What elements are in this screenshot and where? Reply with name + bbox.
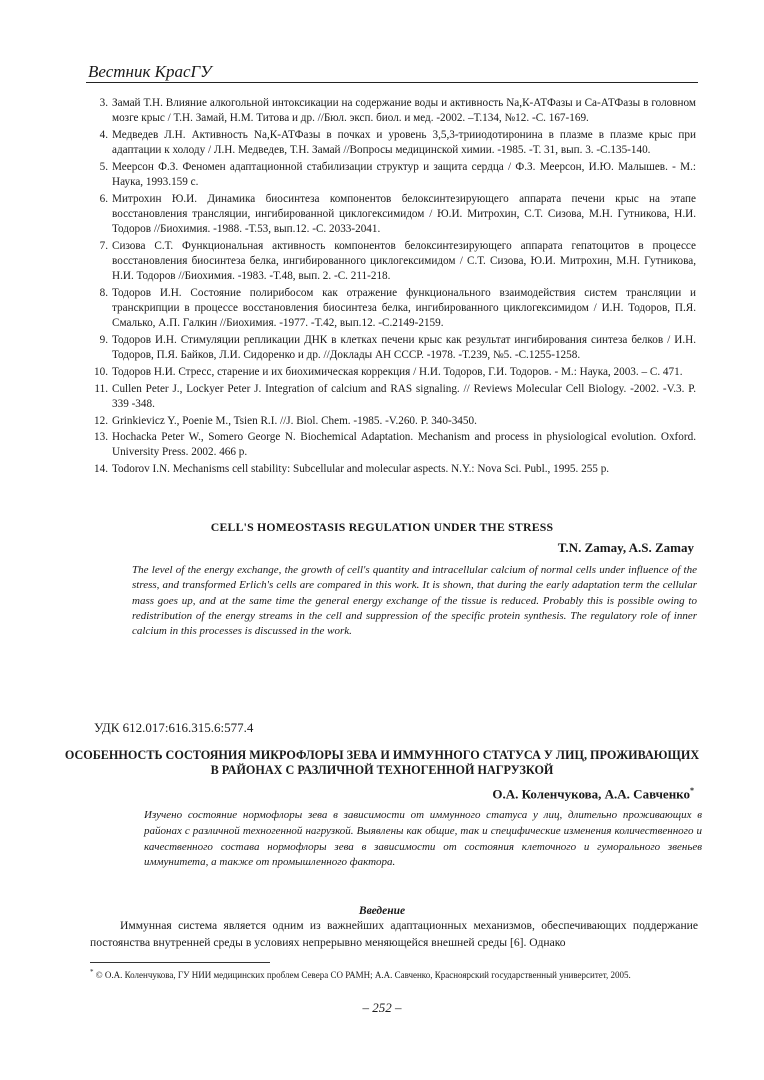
reference-text: Todorov I.N. Mechanisms cell stability: Subcellular and molecular aspects. N.Y.: Nova Sci. Publ., 1995. 255 p.	[112, 463, 610, 476]
reference-item	[80, 96, 696, 126]
reference-text: Митрохин Ю.И. Динамика биосинтеза компонентов белоксинтезирующего аппарата печени крыс на этапе восстановления трансляции, ингибированной циклогексимидом / Ю.И. Митрохин, С.Т. Сизова, М.Н. Гутникова, Н.И. Тодоров //Биохимия. -1988. -Т.53, вып.12. -С. 2033-2041.	[112, 192, 696, 236]
reference-item	[80, 414, 696, 429]
reference-number: 3.	[99, 97, 108, 109]
author-footnote-marker: *	[690, 786, 694, 795]
reference-text: Тодоров И.Н. Состояние полирибосом как отражение функционального взаимодействия систем трансляции и транскрипции в процессе восстановления биосинтеза белка, ингибированного циклогексимидом / И.Н. Тодоров, П.Я. Смалько, А.П. Галкин //Биохимия. -1977. -Т.42, вып.12. -С.2149-2159.	[112, 286, 696, 330]
reference-text: Тодоров И.Н. Стимуляции репликации ДНК в клетках печени крыс как результат ингибирования синтеза белков / И.Н. Тодоров, П.Я. Байков, Л.И. Сидоренко и др. //Доклады АН СССР. -1978. -Т.239, №5. -С.1255-1258.	[112, 334, 696, 362]
english-article-title: CELL'S HOMEOSTASIS REGULATION UNDER THE STRESS	[210, 520, 554, 534]
english-article-authors: T.N. Zamay, A.S. Zamay	[557, 540, 694, 555]
reference-text: Hochacka Peter W., Somero George N. Biochemical Adaptation. Mechanism and process in physiological evolution. Oxford. University Press. 2002. 466 p.	[112, 431, 696, 459]
reference-item	[80, 160, 696, 190]
reference-number: 14.	[94, 463, 108, 476]
reference-item	[80, 239, 696, 285]
reference-item	[80, 382, 696, 412]
reference-item	[80, 430, 696, 460]
reference-number: 5.	[99, 160, 108, 173]
english-abstract: The level of the energy exchange, the growth of cell's quantity and intracellular calcium of normal cells under influence of the stress, and transformed Erlich's cells are compared in this work. It is shown, that during the early adaptation term the cellular mass goes up, and at the same time the general energy exchange of the tissue is reduced. Probably this is possible owing to redistribution of the energy streams in the cell and suppression of the specific protein synthesis. The regulatory role of inner calcium in this processes is discussed in the work.	[132, 564, 697, 638]
udc-code: УДК 612.017:616.315.6:577.4	[94, 720, 254, 735]
reference-text: Медведев Л.Н. Активность Na,К-АТФазы в почках и уровень 3,5,3-трииодотиронина в плазме в плазме крыс при адаптации к холоду / Л.Н. Медведев, Т.Н. Замай //Вопросы медицинской химии. -1985. -Т. 31, вып. 3. -С.135-140.	[112, 128, 696, 157]
russian-authors-text: О.А. Коленчукова, А.А. Савченко	[492, 786, 690, 802]
reference-list	[80, 96, 696, 479]
footnote-rule	[90, 962, 270, 963]
journal-header: Вестник КрасГУ	[88, 62, 212, 81]
reference-text: Замай Т.Н. Влияние алкогольной интоксикации на содержание воды и активность Na,К-АТФазы и Са-АТФазы в головном мозге крыс / Т.Н. Замай, Н.М. Титова и др. //Бюл. эксп. биол. и мед. -2002. –Т.134, №12. -С. 167-169.	[112, 97, 696, 125]
reference-number: 9.	[99, 334, 108, 347]
russian-abstract: Изучено состояние нормофлоры зева в зависимости от иммунного статуса у лиц, длительно проживающих в районах с различной техногенной нагрузкой. Выявлены как общие, так и специфические изменения количественного и качественного состава нормофлоры зева в зависимости от состояния клеточного и гуморального звеньев иммунитета, а также от промышленного фактора.	[144, 809, 702, 869]
footnote	[90, 966, 702, 982]
introduction-paragraph: Иммунная система является одним из важнейших адаптационных механизмов, обеспечивающих поддержание постоянства внутренней среды в условиях непрерывно меняющейся внешней среды [6]. Однако	[90, 919, 698, 949]
reference-item	[80, 333, 696, 363]
reference-number: 6.	[99, 192, 108, 205]
reference-number: 13.	[94, 431, 108, 444]
introduction-heading: Введение	[358, 905, 406, 917]
page-number: – 252 –	[362, 1000, 402, 1015]
reference-number: 11.	[94, 382, 108, 395]
reference-item	[80, 128, 696, 158]
reference-text: Тодоров Н.И. Стресс, старение и их биохимическая коррекция / Н.И. Тодоров, Г.И. Тодоров. - М.: Наука, 2003. – С. 471.	[112, 365, 683, 378]
footnote-marker: *	[90, 968, 94, 976]
footnote-text: © О.А. Коленчукова, ГУ НИИ медицинских проблем Севера СО РАМН; А.А. Савченко, Красноярский государственный университет, 2005.	[95, 970, 631, 980]
reference-number: 12.	[94, 414, 108, 427]
reference-item	[80, 462, 696, 477]
reference-number: 4.	[99, 128, 108, 141]
reference-item	[80, 192, 696, 238]
reference-text: Сизова С.Т. Функциональная активность компонентов белоксинтезирующего аппарата гепатоцитов в процессе восстановления биосинтеза белка, ингибированного циклогексимидом / С.Т. Сизова, Ю.И. Митрохин, М.Н. Гутникова, Н.И. Тодоров //Биохимия. -1983. -Т.48, вып. 2. -С. 211-218.	[112, 239, 696, 283]
russian-article-title: ОСОБЕННОСТЬ СОСТОЯНИЯ МИКРОФЛОРЫ ЗЕВА И ИММУННОГО СТАТУСА У ЛИЦ, ПРОЖИВАЮЩИХ В РАЙОНАХ С РАЗЛИЧНОЙ ТЕХНОГЕННОЙ НАГРУЗКОЙ	[64, 748, 700, 777]
russian-article-authors	[492, 786, 694, 802]
reference-number: 7.	[99, 239, 108, 252]
reference-text: Меерсон Ф.З. Феномен адаптационной стабилизации структур и защита сердца / Ф.З. Меерсон, И.Ю. Малышев. - М.: Наука, 1993.159 с.	[112, 160, 696, 189]
reference-number: 8.	[99, 286, 108, 299]
reference-text: Grinkievicz Y., Poenie M., Tsien R.I. //J. Biol. Chem. -1985. -V.260. P. 340-3450.	[112, 414, 477, 427]
reference-number: 10.	[94, 365, 108, 378]
reference-item	[80, 286, 696, 332]
reference-text: Cullen Peter J., Lockyer Peter J. Integration of calcium and RAS signaling. // Reviews Molecular Cell Biology. -2002. -V.3. P. 339 -348.	[112, 382, 696, 410]
header-rule	[86, 82, 698, 83]
reference-item	[80, 365, 696, 380]
